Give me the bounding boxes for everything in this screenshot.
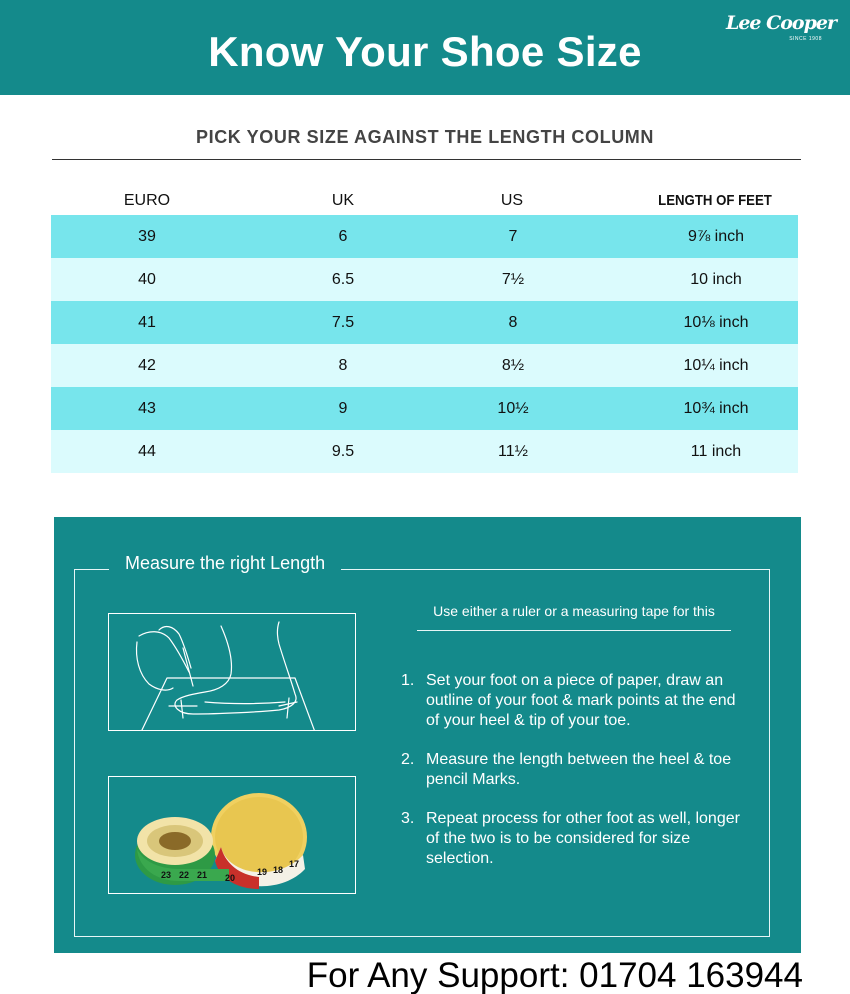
step-number: 3. (401, 810, 415, 827)
foot-drawing-icon (109, 614, 355, 730)
cell-euro: 41 (138, 314, 156, 331)
cell-euro: 43 (138, 400, 156, 417)
size-table (51, 215, 798, 473)
measuring-tape-illustration (108, 776, 356, 894)
cell-euro: 42 (138, 357, 156, 374)
tape-number: 21 (197, 870, 208, 880)
cell-uk: 7.5 (331, 314, 355, 331)
table-header-row (51, 192, 798, 212)
instruction-intro: Use either a ruler or a measuring tape for this (433, 603, 715, 619)
measure-title: Measure the right Length (109, 553, 341, 574)
measure-panel (54, 517, 801, 953)
instruction-steps (400, 671, 745, 888)
tape-number: 18 (273, 865, 284, 875)
divider (52, 159, 801, 160)
cell-uk: 6 (338, 228, 348, 245)
column-header-uk: UK (331, 192, 355, 209)
measuring-tape-icon (109, 777, 355, 893)
brand-name: Lee Cooper (725, 12, 836, 34)
tape-number: 23 (161, 870, 172, 880)
table-row (51, 301, 798, 344)
brand-logo (725, 12, 836, 48)
foot-tracing-illustration (108, 613, 356, 731)
cell-uk: 9.5 (331, 443, 355, 460)
step-number: 1. (401, 672, 415, 689)
table-row (51, 344, 798, 387)
list-item (400, 671, 745, 731)
cell-length: 10⅛ inch (683, 314, 749, 331)
cell-length: 9⅞ inch (687, 228, 745, 245)
brand-tagline: SINCE 1908 (789, 36, 822, 42)
column-header-us: US (500, 192, 524, 209)
table-row (51, 387, 798, 430)
cell-us: 8 (508, 314, 518, 331)
table-row (51, 258, 798, 301)
cell-euro: 44 (138, 443, 156, 460)
cell-us: 7 (508, 228, 518, 245)
cell-us: 7½ (501, 271, 525, 288)
cell-us: 10½ (497, 400, 529, 417)
step-text: Repeat process for other foot as well, longer of the two is to be considered for size selection. (426, 810, 740, 867)
list-item (400, 809, 745, 869)
cell-us: 8½ (501, 357, 525, 374)
step-number: 2. (401, 751, 415, 768)
cell-length: 11 inch (690, 443, 742, 460)
cell-uk: 9 (338, 400, 348, 417)
tape-number: 20 (225, 873, 236, 883)
table-instruction: PICK YOUR SIZE AGAINST THE LENGTH COLUMN (195, 127, 654, 147)
column-header-length: LENGTH OF FEET (658, 192, 772, 209)
support-contact: For Any Support: 01704 163944 (306, 956, 803, 994)
cell-uk: 8 (338, 357, 348, 374)
list-item (400, 750, 745, 790)
page-title: Know Your Shoe Size (208, 28, 642, 75)
step-text: Measure the length between the heel & toe pencil Marks. (426, 751, 732, 788)
cell-euro: 40 (138, 271, 156, 288)
cell-length: 10¼ inch (683, 357, 749, 374)
cell-uk: 6.5 (331, 271, 355, 288)
column-header-euro: EURO (123, 192, 171, 209)
divider (417, 630, 731, 631)
table-row (51, 215, 798, 258)
tape-number: 22 (179, 870, 190, 880)
step-text: Set your foot on a piece of paper, draw an outline of your foot & mark points at the end of your heel & tip of your toe. (426, 672, 736, 729)
cell-euro: 39 (138, 228, 156, 245)
tape-number: 17 (289, 859, 300, 869)
cell-length: 10¾ inch (683, 400, 749, 417)
tape-number: 19 (257, 867, 268, 877)
table-row (51, 430, 798, 473)
cell-length: 10 inch (690, 271, 742, 288)
cell-us: 11½ (498, 443, 528, 460)
page-header (0, 0, 850, 95)
